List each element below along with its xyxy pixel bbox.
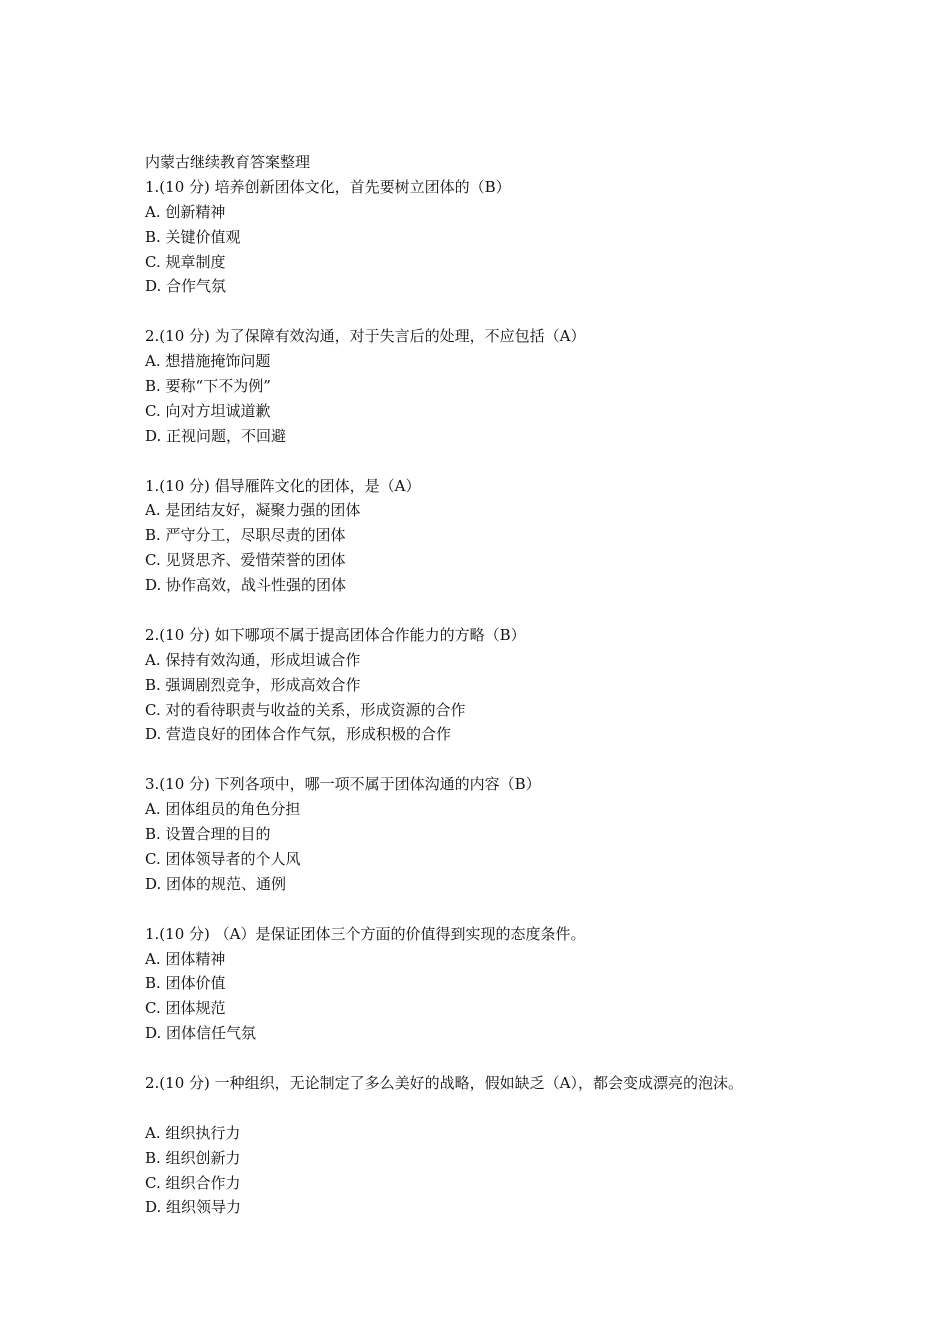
option-a: A. 团体精神 <box>145 949 226 968</box>
option-a: A. 想措施掩饰问题 <box>145 352 271 371</box>
option-a: A. 保持有效沟通，形成坦诚合作 <box>145 650 361 669</box>
option-a: A. 是团结友好，凝聚力强的团体 <box>145 501 361 520</box>
spacer <box>145 299 845 324</box>
option-c: C. 见贤思齐、爱惜荣誉的团体 <box>145 551 346 570</box>
question-block <box>145 1071 845 1220</box>
option-d: D. 营造良好的团体合作气氛，形成积极的合作 <box>145 725 452 744</box>
question-block <box>145 324 845 448</box>
option-b: B. 关键价值观 <box>145 227 241 246</box>
option-c: C. 团体领导者的个人风 <box>145 849 301 868</box>
spacer <box>145 449 845 474</box>
option-a: A. 组织执行力 <box>145 1123 241 1142</box>
spacer <box>145 1096 845 1121</box>
question-stem: 1.(10 分) 倡导雁阵文化的团体，是（A） <box>145 476 421 495</box>
question-stem: 2.(10 分) 为了保障有效沟通，对于失言后的处理，不应包括（A） <box>145 327 586 346</box>
question-stem: 3.(10 分) 下列各项中，哪一项不属于团体沟通的内容（B） <box>145 775 541 794</box>
spacer <box>145 897 845 922</box>
option-c: C. 规章制度 <box>145 252 226 271</box>
option-c: C. 团体规范 <box>145 999 226 1018</box>
option-d: D. 团体的规范、通例 <box>145 874 287 893</box>
option-c: C. 向对方坦诚道歉 <box>145 401 271 420</box>
question-block <box>145 175 845 299</box>
spacer <box>145 1046 845 1071</box>
question-block <box>145 474 845 598</box>
option-b: B. 组织创新力 <box>145 1148 241 1167</box>
spacer <box>145 598 845 623</box>
spacer <box>145 747 845 772</box>
option-d: D. 合作气氛 <box>145 277 227 296</box>
option-d: D. 正视问题，不回避 <box>145 426 287 445</box>
question-block <box>145 922 845 1046</box>
option-c: C. 组织合作力 <box>145 1173 241 1192</box>
question-stem: 2.(10 分) 如下哪项不属于提高团体合作能力的方略（B） <box>145 625 526 644</box>
option-d: D. 协作高效，战斗性强的团体 <box>145 576 347 595</box>
option-b: B. 严守分工，尽职尽责的团体 <box>145 526 346 545</box>
option-d: D. 组织领导力 <box>145 1198 242 1217</box>
document-page <box>145 150 845 1220</box>
option-a: A. 团体组员的角色分担 <box>145 800 301 819</box>
document-title: 内蒙古继续教育答案整理 <box>145 153 311 171</box>
option-c: C. 对的看待职责与收益的关系，形成资源的合作 <box>145 700 466 719</box>
option-b: B. 强调剧烈竞争，形成高效合作 <box>145 675 361 694</box>
question-stem: 2.(10 分) 一种组织，无论制定了多么美好的战略，假如缺乏（A），都会变成漂亮的泡沫。 <box>145 1073 743 1092</box>
question-block <box>145 623 845 747</box>
option-a: A. 创新精神 <box>145 202 226 221</box>
option-d: D. 团体信任气氛 <box>145 1024 257 1043</box>
option-b: B. 要称“下不为例” <box>145 377 271 396</box>
question-stem: 1.(10 分) （A）是保证团体三个方面的价值得到实现的态度条件。 <box>145 924 586 943</box>
question-stem: 1.(10 分) 培养创新团体文化，首先要树立团体的（B） <box>145 177 511 196</box>
question-block <box>145 772 845 896</box>
option-b: B. 设置合理的目的 <box>145 825 271 844</box>
option-b: B. 团体价值 <box>145 974 226 993</box>
